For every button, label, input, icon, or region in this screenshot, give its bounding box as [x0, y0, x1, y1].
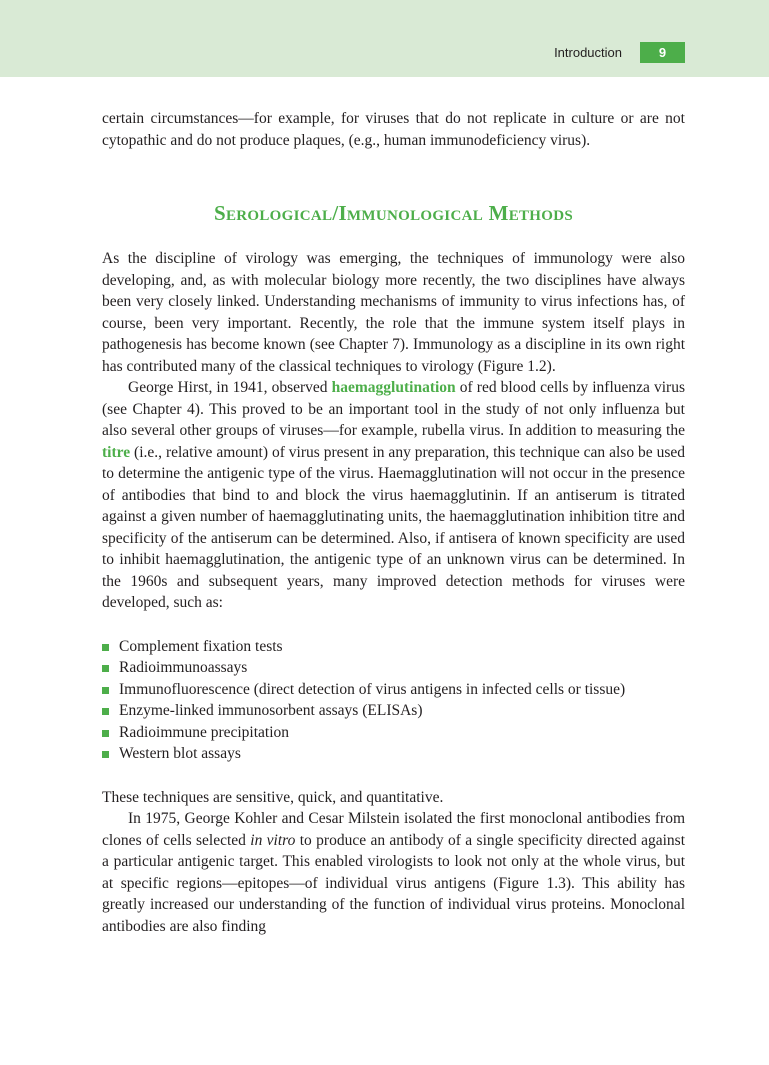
list-item-text: Radioimmune precipitation [119, 723, 290, 741]
square-bullet-icon [102, 644, 109, 651]
list-item [102, 657, 685, 679]
page-body [102, 108, 685, 937]
term-haemagglutination: haemagglutination [331, 379, 456, 396]
list-item-text: Western blot assays [119, 745, 241, 762]
section-heading: Serological/Immunological Methods [213, 201, 574, 225]
paragraph-hirst [102, 377, 685, 614]
paragraph-monoclonal-text-2: to produce an antibody of a single specificity directed against a particular antigenic target. This enabled virologists to look not only at the whole virus, but at specific regions—epitopes—of individual virus antigens (Figure 1.3). This ability has greatly increased our understanding of the function of individual virus proteins. Monoclonal antibodies are also finding [102, 831, 686, 935]
square-bullet-icon [102, 687, 109, 694]
list-item-text: Immunofluorescence (direct detection of virus antigens in infected cells or tissue) [119, 680, 626, 698]
list-item [102, 636, 685, 658]
list-item [102, 722, 685, 744]
list-item-text: Complement fixation tests [119, 637, 283, 655]
paragraph-summary: These techniques are sensitive, quick, and quantitative. [102, 788, 444, 806]
methods-list [102, 636, 685, 765]
list-item [102, 679, 685, 701]
square-bullet-icon [102, 751, 109, 758]
italic-in-vitro: in vitro [250, 831, 296, 849]
running-head: Introduction [554, 45, 622, 60]
header-band [0, 0, 769, 77]
paragraph-monoclonal-text-1: In 1975, George Kohler and Cesar Milstein isolated the first monoclonal antibodies from clones of cells selected [102, 810, 685, 849]
list-item-text: Radioimmunoassays [119, 659, 248, 676]
paragraph-monoclonal [102, 808, 685, 937]
square-bullet-icon [102, 665, 109, 672]
paragraph-hirst-text-3: (i.e., relative amount) of virus present in any preparation, this technique can also be used to determine the antigenic type of the virus. Haemagglutination will not occur in the presence of antibodies that bind to and block the virus haemagglutinin. If an antiserum is titrated against a given number of haemagglutinating units, the haemagglutination inhibition titre and specificity of the antiserum can be determined. Also, if antisera of known specificity are used to inhibit haemagglutination, the antigenic type of an unknown virus can be determined. In the 1960s and subsequent years, many improved detection methods for viruses were developed, such as: [102, 443, 685, 611]
list-item-text: Enzyme-linked immunosorbent assays (ELISAs) [119, 702, 423, 719]
paragraph-hirst-text-2: of red blood cells by influenza virus (see Chapter 4). This proved to be an important tool in the study of not only influenza but also several other groups of viruses—for example, rubella virus. In addition to measuring the [102, 379, 685, 439]
paragraph-immunology: As the discipline of virology was emerging, the techniques of immunology were also developing, and, as with molecular biology more recently, the two disciplines have always been very closely linked. Understanding mechanisms of immunity to virus infections has, of course, been very important. Recently, the role that the immune system itself plays in pathogenesis has become known (see Chapter 7). Immunology as a discipline in its own right has contributed many of the classical techniques to virology (Figure 1.2). [102, 250, 685, 375]
carryover-paragraph: certain circumstances—for example, for viruses that do not replicate in culture or are not cytopathic and do not produce plaques, (e.g., human immunodeficiency virus). [102, 110, 685, 149]
square-bullet-icon [102, 730, 109, 737]
page-number: 9 [640, 42, 685, 63]
square-bullet-icon [102, 708, 109, 715]
list-item [102, 743, 685, 765]
list-item [102, 700, 685, 722]
paragraph-hirst-text-1: George Hirst, in 1941, observed [128, 379, 332, 396]
term-titre: titre [102, 443, 131, 461]
